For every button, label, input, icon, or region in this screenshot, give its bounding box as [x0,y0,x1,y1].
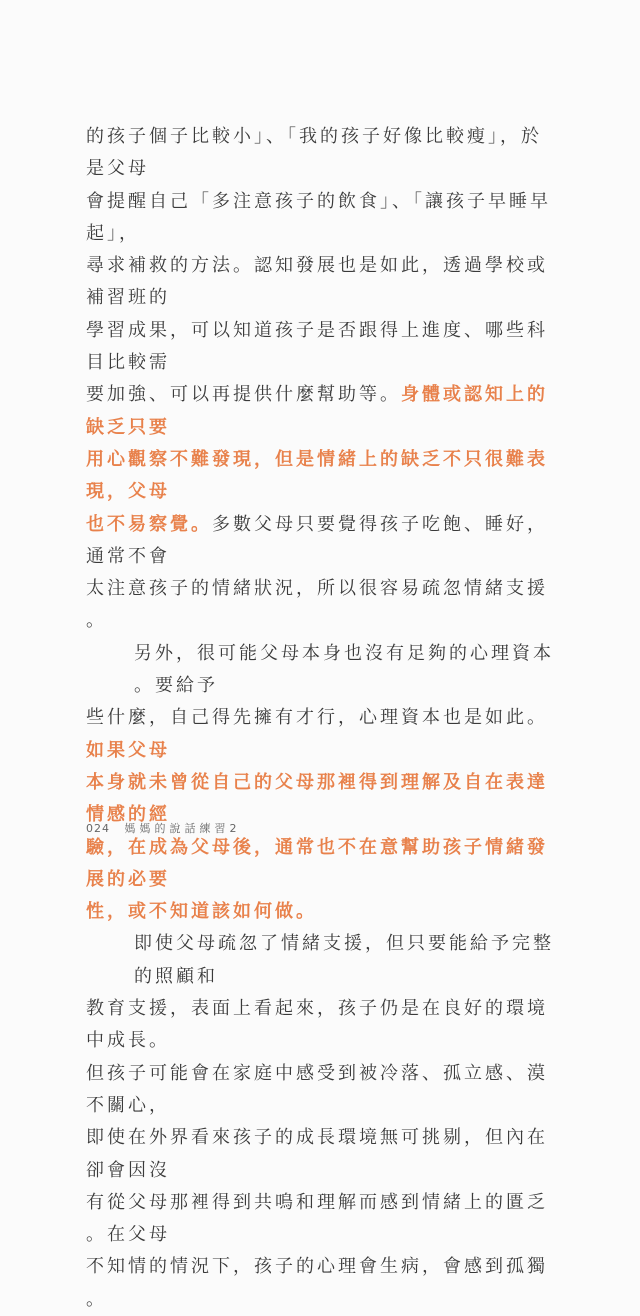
text-line [86,1058,554,1123]
text-line [86,1187,554,1252]
highlighted-text: 本身就未曾從自己的父母那裡得到理解及自在表達情感的經 [86,771,548,826]
text-line [86,250,554,315]
text-span: 太注意孩子的情緒狀況，所以很容易疏忽情緒支援。 [86,578,548,632]
text-span: 多數父母只要覺得孩子吃飽、睡好，通常不會 [86,513,548,567]
text-span: 即使父母疏忽了情緒支援，但只要能給予完整的照顧和 [134,933,554,987]
page-number: 024 [86,822,110,835]
text-span: 些什麼，自己得先擁有才行，心理資本也是如此。 [86,707,548,729]
text-span: 有從父母那裡得到共鳴和理解而感到情緒上的匱乏。在父母 [86,1191,548,1246]
text-line [86,896,554,928]
text-span: 學習成果，可以知道孩子是否跟得上進度、哪些科目比較需 [86,319,548,374]
text-line [86,379,554,444]
body-text [86,121,554,1316]
text-span: 即使在外界看來孩子的成長環境無可挑剔，但內在卻會因沒 [86,1127,548,1181]
text-span: 教育支援，表面上看起來，孩子仍是在良好的環境中成長。 [86,998,548,1052]
highlighted-text: 如果父母 [86,739,170,761]
text-span: 不知情的情況下，孩子的心理會生病，會感到孤獨。 [86,1256,548,1310]
text-line [86,315,554,380]
text-line [86,186,554,251]
highlighted-text: 身體或認知上的缺乏只要 [86,384,548,438]
page-footer [86,820,241,836]
highlighted-text: 也不易察覺。 [86,513,212,535]
text-line [86,509,554,574]
highlighted-text: 驗，在成為父母後，通常也不在意幫助孩子情緒發展的必要 [86,836,548,890]
text-line [86,1251,554,1316]
text-line [86,702,554,767]
book-title: 媽媽的說話練習2 [124,822,241,835]
text-line [86,638,554,703]
text-span: 另外，很可能父母本身也沒有足夠的心理資本。要給予 [134,642,554,697]
text-line [86,121,554,186]
text-line [86,1122,554,1187]
text-line [86,444,554,509]
paragraph [86,638,554,929]
text-span: 尋求補救的方法。認知發展也是如此，透過學校或補習班的 [86,255,548,309]
text-line [86,993,554,1058]
paragraph [86,121,554,638]
text-span: 的孩子個子比較小」、「我的孩子好像比較瘦」，於是父母 [86,126,542,180]
highlighted-text: 用心觀察不難發現，但是情緒上的缺乏不只很難表現，父母 [86,448,548,503]
text-line [86,573,554,638]
text-span: 但孩子可能會在家庭中感受到被冷落、孤立感、漠不關心， [86,1062,548,1116]
text-span: 要加強、可以再提供什麼幫助等。 [86,384,401,406]
text-line [86,832,554,897]
highlighted-text: 性，或不知道該如何做。 [86,901,317,923]
text-span: 會提醒自己「多注意孩子的飲食」、「讓孩子早睡早起」， [86,190,551,244]
text-line [86,928,554,993]
paragraph [86,928,554,1316]
